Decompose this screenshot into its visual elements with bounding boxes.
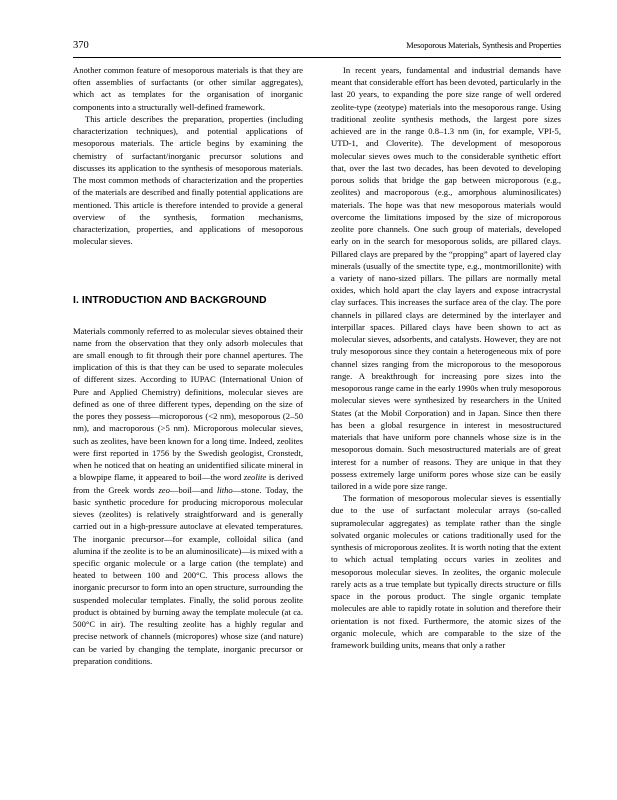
text-span: Materials commonly referred to as molecular sieves obtained their name from the observation that they only adsorb molecules that are small enough to fit through their pore channel apertures. The implication of this is that they can be used to separate molecules of different sizes. According to IUPAC (International Union of Pure and Applied Chemistry) definitions, molecular sieves are defined as one of three different types, depending on the size of the pores they possess—microporous (<2 nm), mesoporous (2–50 nm), and macroporous (>5 nm). Microporous molecular sieves, such as zeolites, have been known for a long time. Indeed, zeolites were first reported in 1756 by the Swedish geologist, Cronstedt, when he noticed that on heating an unidentified silicate mineral in a blowpipe flame, it appeared to boil—the word — [73, 325, 303, 483]
italic-term-litho: litho — [216, 484, 233, 495]
italic-term-zeolite: zeolite — [243, 472, 267, 483]
left-column — [73, 64, 303, 667]
italic-term-zeo: zeo — [158, 484, 170, 495]
text-span: is derived from the Greek words — [73, 472, 303, 495]
page-number: 370 — [73, 40, 89, 51]
paragraph-molecular-sieves — [73, 325, 303, 668]
running-head: Mesoporous Materials, Synthesis and Properties — [406, 40, 561, 50]
paragraph-templates: Another common feature of mesoporous materials is that they are often assemblies of surfactants (or other similar aggregates), which act as templates for the organisation of inorganic components into a structurally well-defined framework. — [73, 65, 303, 112]
paragraph-formation: The formation of mesoporous molecular sieves is essentially due to the use of surfactant molecular arrays (so-called supramolecular aggregates) as template rather than the single solvated organic molecules or cations traditionally used for the synthesis of microporous zeolites. It is worth noting that the extent to which actual templating occurs varies in zeolites and mesoporous molecular sieves. In zeolites, the organic molecule rarely acts as a true template but typically directs structure or fills space in the porous product. The single organic template molecules are able to rapidly rotate in solution and therefore their orientation is not fixed. Furthermore, the atomic sizes of the organic molecule, which are comparable to the size of the framework building units, means that only a rather — [331, 493, 561, 651]
page-header — [73, 39, 561, 58]
text-span: —stone. Today, the basic synthetic procedure for producing microporous molecular sieves (zeolites) is relatively straightforward and is generally carried out in a high-pressure autoclave at elevated temperatures. The inorganic precursor—for example, colloidal silica (and alumina if the zeolite is to be an aluminosilicate)—is mixed with a specific organic molecule or a large cation (the template) and heated to between 100 and 200°C. This process allows the inorganic precursor to form into an open structure, surrounding the suspended molecular templates. Finally, the solid porous zeolite product is obtained by burning away the template molecule (at ca. 500°C in air). The resulting zeolite has a highly regular and precise network of channels (micropores) whose size (and nature) can be varied by changing the template, inorganic precursor or preparation conditions. — [73, 484, 303, 666]
right-column — [331, 64, 561, 651]
paragraph-recent-years: In recent years, fundamental and industrial demands have meant that considerable effort has been devoted, particularly in the last 20 years, to expanding the pore size range of well ordered zeolite-type (zeotype) materials into the mesoporous range. Using traditional zeolite synthesis methods, the largest pore sizes achieved are in the range 0.8–1.3 nm (in, for example, VPI-5, UTD-1, and Cloverite). The development of mesoporous molecular sieves owes much to the considerable synthetic effort that, over the last two decades, has been devoted to developing porous solids that bridge the gap between microporous (e.g., zeolites) and macroporous (e.g., amorphous aluminosilicates) materials. The hope was that new mesoporous materials would overcome the limitations imposed by the size of microporous zeolite pore channels. One such group of materials, developed early on in the search for mesoporous solids, are pillared clays. Pillared clays are prepared by the “propping” apart of layered clay minerals (usually of the smectite type, e.g., montmorillonite) with a variety of nano-sized pillars. The pillars are normally metal oxides, which hold apart the clay layers and expose intracrystal clay surfaces. This increases the surface area of the clay. The pore channels in pillared clays are determined by the interlayer and interpillar spaces. Pillared clays have been shown to act as molecular sieves, adsorbents, and catalysts. However, they are not truly mesoporous since they contain a heterogeneous mix of pore channel sizes ranging from the microporous to the mesoporous range. A breakthrough for increasing pore sizes into the mesoporous range came in the early 1990s when truly mesoporous molecular sieves were synthesized by researchers in the United States (at the Mobil Corporation) and in Japan. Since then there has been a global resurgence in interest in mesostructured materials that have uniform pore channels whose size is in the mesoporous domain. Such mesostructured materials are of great interest for a number of reasons. They are unique in that they possess extremely large uniform pores whose size can be easily tailored in a wide pore size range. — [331, 65, 561, 491]
paragraph-article-overview: This article describes the preparation, properties (including characterization techniques), and potential applications of mesoporous materials. The article begins by examining the chemistry of surfactant/inorganic precursor solutions and discusses its application to the synthesis of mesoporous materials. The most common methods of characterization and the properties of the materials are described and finally potential applications are mentioned. This article is therefore intended to provide a general overview of the synthesis, formation mechanisms, characterization, properties, and applications of mesoporous molecular sieves. — [73, 113, 303, 247]
text-span: —boil—and — [169, 484, 217, 495]
section-heading: I. INTRODUCTION AND BACKGROUND — [73, 294, 267, 306]
